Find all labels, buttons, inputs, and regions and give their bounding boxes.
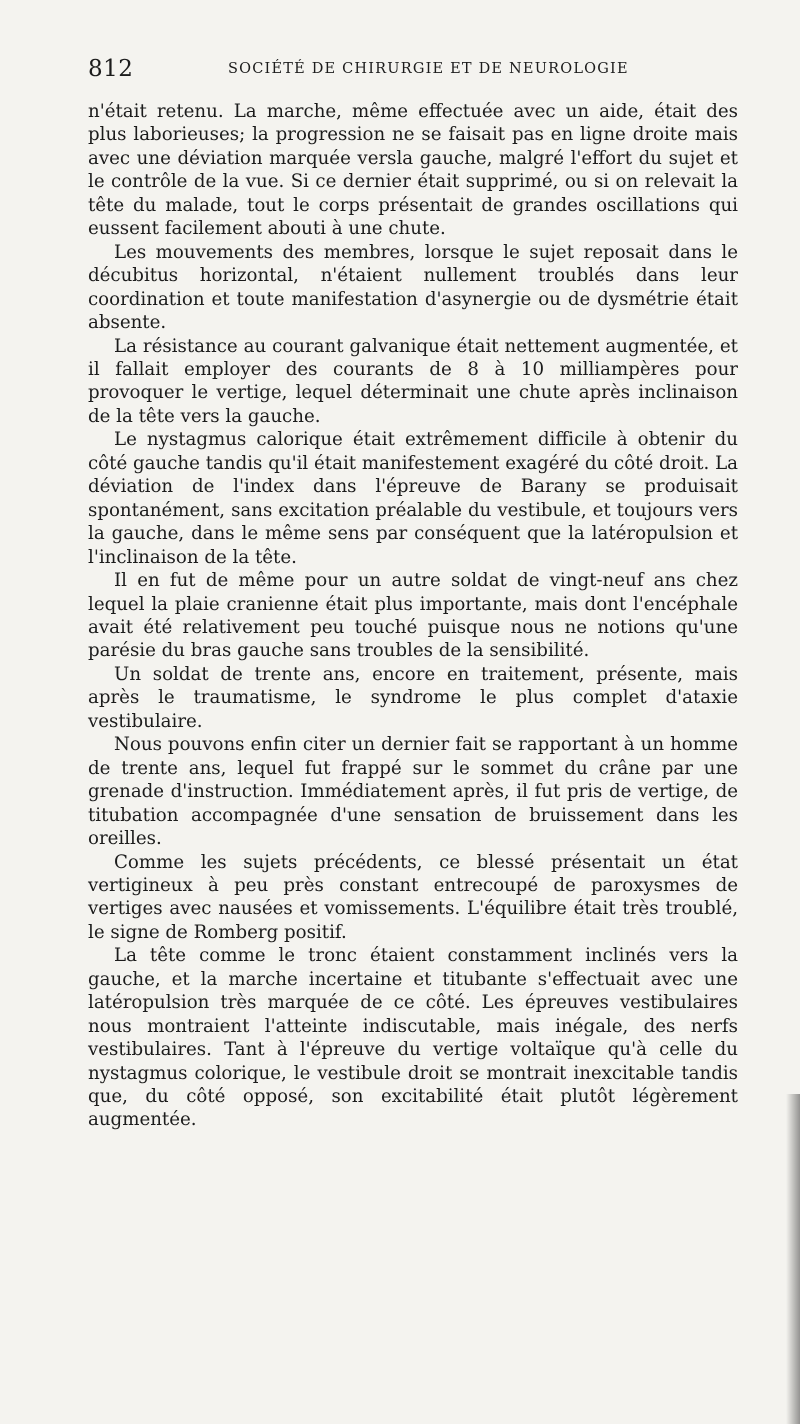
page-header xyxy=(88,56,738,88)
paragraph: n'était retenu. La marche, même effectuée avec un aide, était des plus laborieuses; la progression ne se faisait pas en ligne droite mais avec une déviation marquée versla gauche, malgré l'effort du sujet et le contrôle de la vue. Si ce dernier était supprimé, ou si on relevait la tête du malade, tout le corps présentait de grandes oscillations qui eussent facilement abouti à une chute. xyxy=(88,101,738,240)
paragraph: La résistance au courant galvanique était nettement augmentée, et il fallait employer des courants de 8 à 10 milliampères pour provoquer le vertige, lequel déterminait une chute après inclinaison de la tête vers la gauche. xyxy=(88,335,738,427)
paragraph: Nous pouvons enfin citer un dernier fait se rapportant à un homme de trente ans, lequel fut frappé sur le sommet du crâne par une grenade d'instruction. Immédiatement après, il fut pris de vertige, de titubation accompagnée d'une sensation de bruissement dans les oreilles. xyxy=(88,734,738,850)
body-text xyxy=(88,100,738,1132)
paragraph: La tête comme le tronc étaient constamment inclinés vers la gauche, et la marche incertaine et titubante s'effectuait avec une latéropulsion très marquée de ce côté. Les épreuves vestibulaires nous montraient l'atteinte indiscutable, mais inégale, des nerfs vestibulaires. Tant à l'épreuve du vertige voltaïque qu'à celle du nystagmus colorique, le vestibule droit se montrait inexcitable tandis que, du côté opposé, son excitabilité était plutôt légèrement augmentée. xyxy=(88,945,738,1131)
running-head: SOCIÉTÉ DE CHIRURGIE ET DE NEUROLOGIE xyxy=(228,61,629,77)
paragraph: Le nystagmus calorique était extrêmement difficile à obtenir du côté gauche tandis qu'il était manifestement exagéré du côté droit. La déviation de l'index dans l'épreuve de Barany se produisait spontanément, sans excitation préalable du vestibule, et toujours vers la gauche, dans le même sens par conséquent que la latéropulsion et l'inclinaison de la tête. xyxy=(88,429,738,568)
paragraph: Il en fut de même pour un autre soldat de vingt-neuf ans chez lequel la plaie cranienne était plus importante, mais dont l'encéphale avait été relativement peu touché puisque nous ne notions qu'une parésie du bras gauche sans troubles de la sensibilité. xyxy=(88,570,738,662)
paragraph: Un soldat de trente ans, encore en traitement, présente, mais après le traumatisme, le syndrome le plus complet d'ataxie vestibulaire. xyxy=(88,663,738,732)
page-number: 812 xyxy=(88,56,134,82)
paragraph: Comme les sujets précédents, ce blessé présentait un état vertigineux à peu près constant entrecoupé de paroxysmes de vertiges avec nausées et vomissements. L'équilibre était très troublé, le signe de Romberg positif. xyxy=(88,851,738,943)
page-edge-shadow xyxy=(786,1094,800,1424)
paragraph: Les mouvements des membres, lorsque le sujet reposait dans le décubitus horizontal, n'étaient nullement troublés dans leur coordination et toute manifestation d'asynergie ou de dysmétrie était absente. xyxy=(88,241,738,334)
